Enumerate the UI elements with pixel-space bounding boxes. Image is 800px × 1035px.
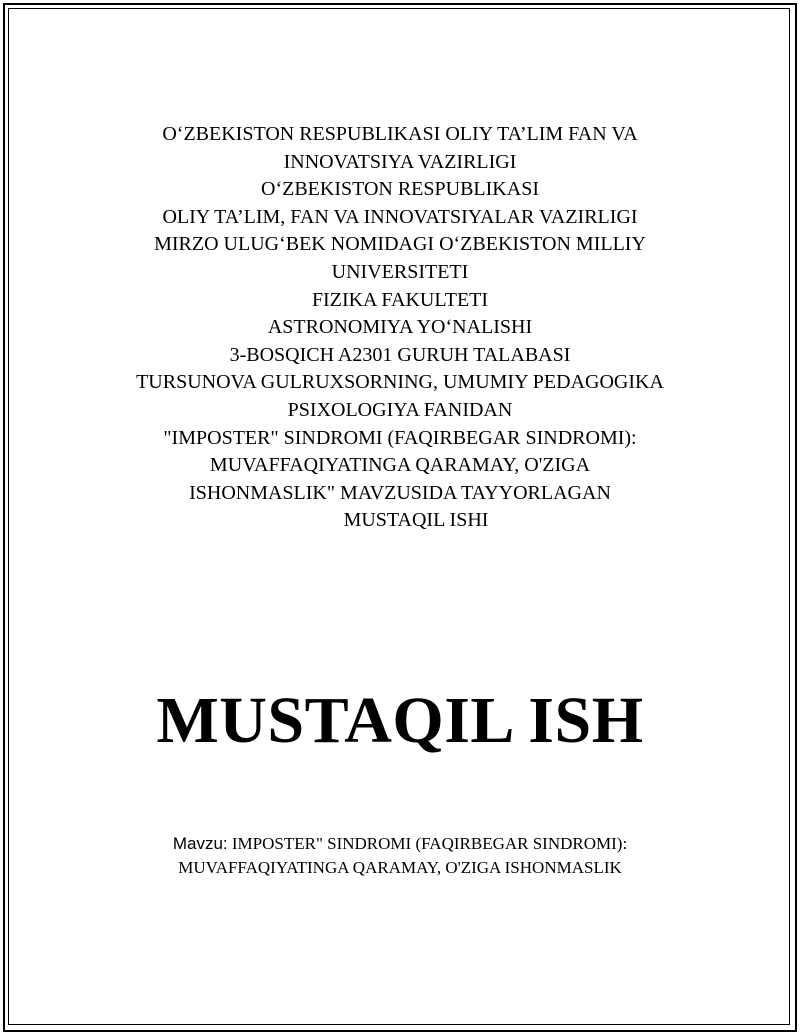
header-line: O‘ZBEKISTON RESPUBLIKASI OLIY TA’LIM FAN VA bbox=[162, 123, 638, 145]
header-line: INNOVATSIYA VAZIRLIGI bbox=[283, 150, 517, 173]
header-line: "IMPOSTER" SINDROMI (FAQIRBEGAR SINDROMI): bbox=[163, 426, 637, 449]
header-line: 3-BOSQICH A2301 GURUH TALABASI bbox=[229, 343, 571, 366]
header-line: TURSUNOVA GULRUXSORNING, UMUMIY PEDAGOGIKA bbox=[136, 371, 664, 394]
topic-label: Mavzu: bbox=[172, 834, 228, 853]
institution-header bbox=[60, 121, 740, 535]
header-line: ASTRONOMIYA YO‘NALISHI bbox=[267, 316, 533, 339]
topic-line-2: MUVAFFAQIYATINGA QARAMAY, O'ZIGA ISHONMASLIK bbox=[178, 858, 622, 877]
topic-line-1 bbox=[60, 832, 740, 856]
header-line: ISHONMASLIK" MAVZUSIDA TAYYORLAGAN bbox=[189, 481, 611, 504]
header-line: UNIVERSITETI bbox=[331, 260, 469, 283]
header-line: PSIXOLOGIYA FANIDAN bbox=[287, 398, 513, 421]
topic-block bbox=[60, 832, 740, 880]
topic-text: IMPOSTER" SINDROMI (FAQIRBEGAR SINDROMI): bbox=[227, 834, 628, 853]
header-line: OLIY TA’LIM, FAN VA INNOVATSIYALAR VAZIRLIGI bbox=[162, 205, 638, 228]
header-line: O‘ZBEKISTON RESPUBLIKASI bbox=[261, 178, 539, 201]
header-line: MIRZO ULUG‘BEK NOMIDAGI O‘ZBEKISTON MILLIY bbox=[154, 233, 646, 256]
page-title: MUSTAQIL ISH bbox=[156, 684, 644, 757]
header-line: FIZIKA FAKULTETI bbox=[311, 288, 489, 311]
header-line: MUSTAQIL ISHI bbox=[343, 509, 489, 532]
header-line: MUVAFFAQIYATINGA QARAMAY, O'ZIGA bbox=[209, 454, 591, 477]
